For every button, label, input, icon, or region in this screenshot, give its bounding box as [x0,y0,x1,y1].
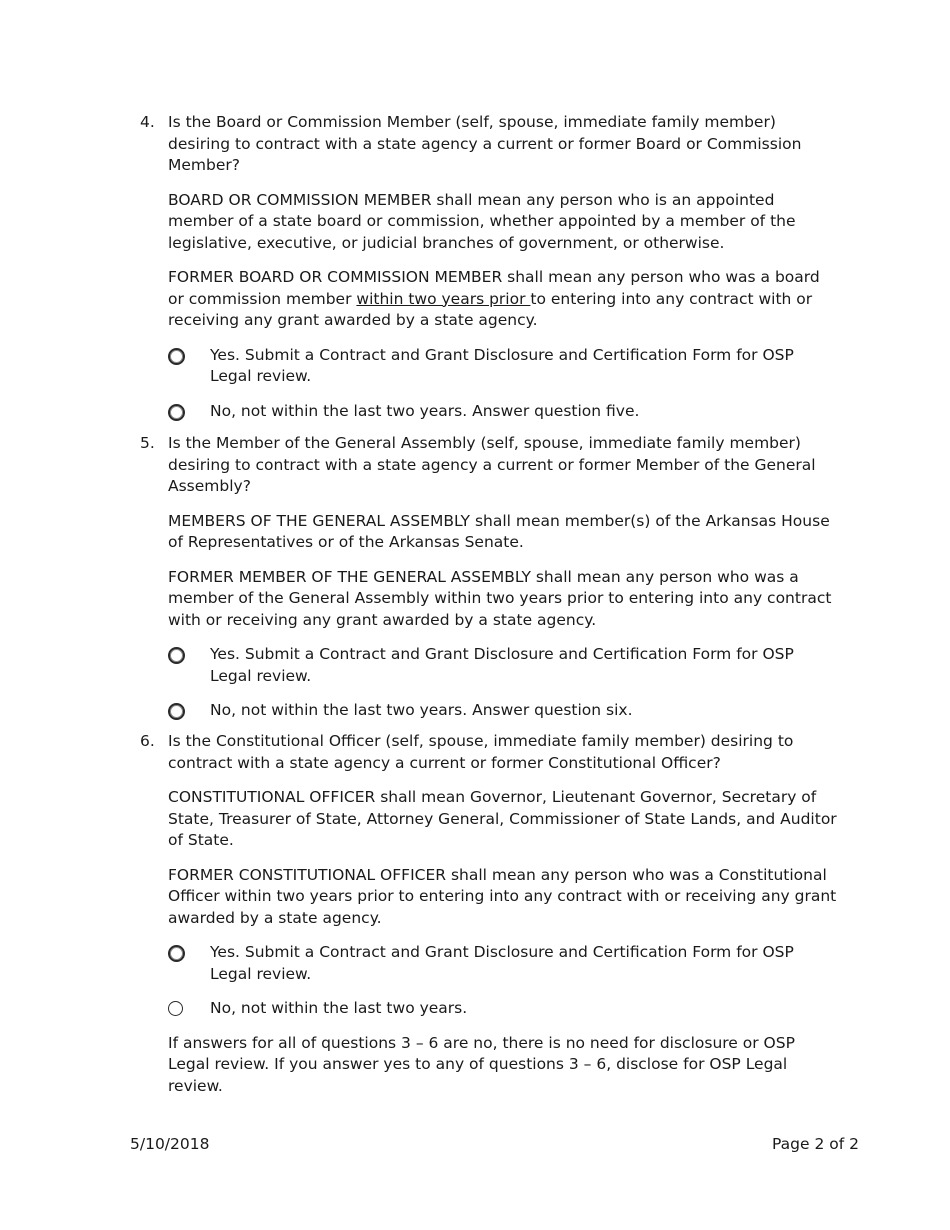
question-prompt: Is the Member of the General Assembly (self, spouse, immediate family member) desiring to contract with a state agency a current or former Member of the General Assembly? [168,434,816,495]
question-number: 5. [140,434,155,452]
option-yes[interactable] [168,942,840,985]
option-no[interactable] [168,401,840,423]
option-label: No, not within the last two years. [210,999,468,1017]
option-label: No, not within the last two years. Answer question six. [210,701,633,719]
radio-button-icon[interactable] [168,348,185,365]
question-5-text [140,433,840,498]
definition-former-board-member: FORMER BOARD OR COMMISSION MEMBER shall mean any person who was a board or commission member within two years prior to entering into any contract with or receiving any grant awarded by a state agency. [168,268,820,329]
question-5 [140,433,840,722]
question-4-text [140,112,840,177]
option-label: Yes. Submit a Contract and Grant Disclosure and Certification Form for OSP Legal review. [210,943,794,983]
question-prompt: Is the Constitutional Officer (self, spouse, immediate family member) desiring to contract with a state agency a current or former Constitutional Officer? [168,732,794,772]
definition-constitutional-officer: CONSTITUTIONAL OFFICER shall mean Governor, Lieutenant Governor, Secretary of State, Treasurer of State, Attorney General, Commissioner of State Lands, and Auditor of State. [168,788,837,849]
definition-former-constitutional-officer: FORMER CONSTITUTIONAL OFFICER shall mean any person who was a Constitutional Officer within two years prior to entering into any contract with or receiving any grant awarded by a state agency. [168,865,837,927]
underlined-phrase: within two years prior [356,289,531,308]
option-yes[interactable] [168,345,840,388]
question-6 [140,731,840,1097]
footer-page-number: Page 2 of 2 [772,1135,859,1153]
radio-button-icon[interactable] [168,1001,183,1016]
radio-button-icon[interactable] [168,404,185,421]
radio-button-icon[interactable] [168,703,185,720]
radio-button-icon[interactable] [168,945,185,962]
option-label: Yes. Submit a Contract and Grant Disclosure and Certification Form for OSP Legal review. [210,645,794,685]
question-4 [140,112,840,422]
definition-former-general-assembly: FORMER MEMBER OF THE GENERAL ASSEMBLY shall mean any person who was a member of the General Assembly within two years prior to entering into any contract with or receiving any grant awarded by a state agency. [168,567,832,629]
definition-general-assembly: MEMBERS OF THE GENERAL ASSEMBLY shall mean member(s) of the Arkansas House of Representatives or of the Arkansas Senate. [168,511,830,551]
option-label: Yes. Submit a Contract and Grant Disclosure and Certification Form for OSP Legal review. [210,345,794,385]
radio-button-icon[interactable] [168,647,185,664]
option-yes[interactable] [168,644,840,687]
question-number: 6. [140,732,155,750]
definition-board-member: BOARD OR COMMISSION MEMBER shall mean any person who is an appointed member of a state board or commission, whether appointed by a member of the legislative, executive, or judicial branches of government, or otherwise. [168,190,796,252]
option-no[interactable] [168,700,840,722]
question-6-text [140,731,840,774]
question-number: 4. [140,113,155,131]
closing-note: If answers for all of questions 3 – 6 are no, there is no need for disclosure or OSP Legal review. If you answer yes to any of questions 3 – 6, disclose for OSP Legal review. [168,1033,795,1095]
option-label: No, not within the last two years. Answer question five. [210,401,640,420]
question-prompt: Is the Board or Commission Member (self, spouse, immediate family member) desiring to contract with a state agency a current or former Board or Commission Member? [168,113,802,174]
footer-date: 5/10/2018 [130,1135,210,1153]
option-no[interactable] [168,998,840,1020]
